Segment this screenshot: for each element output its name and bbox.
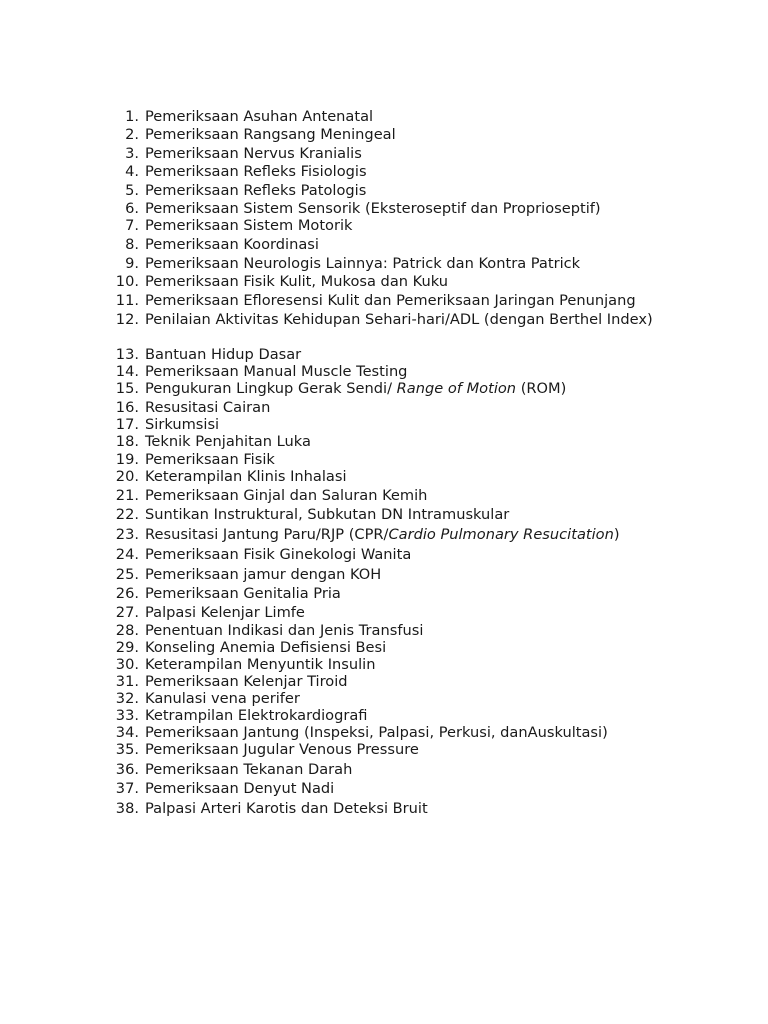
list-item: [0, 108, 768, 125]
list-item-text-part: Pemeriksaan Refleks Fisiologis: [145, 163, 367, 180]
list-item-text-part: (ROM): [516, 380, 567, 397]
list-item-text-part: Pemeriksaan Tekanan Darah: [145, 761, 353, 778]
list-item-text: [145, 217, 665, 234]
list-item-text: [145, 761, 665, 778]
list-item-text: [145, 585, 665, 602]
list-item-text-part: Palpasi Kelenjar Limfe: [145, 604, 305, 621]
list-item-text-part: Pemeriksaan Fisik: [145, 451, 275, 468]
list-item-text-part: Suntikan Instruktural, Subkutan DN Intramuskular: [145, 506, 510, 523]
list-item: [0, 163, 768, 180]
list-item-text: [145, 622, 665, 639]
list-item-number: 11. 11.: [115, 292, 139, 309]
list-item-text-part: Pemeriksaan jamur dengan KOH: [145, 566, 382, 583]
list-item-text: [145, 108, 665, 125]
list-item-text: [145, 182, 665, 199]
list-item-number: 31. 31.: [115, 673, 139, 690]
list-item-number: 26. 26.: [115, 585, 139, 602]
list-item: [0, 433, 768, 450]
list-item-number: 5. 5.: [125, 182, 139, 199]
list-item-text: [145, 780, 665, 797]
list-item-text-part: ): [613, 526, 620, 543]
list-item: [0, 451, 768, 468]
list-item-text-part: Pemeriksaan Sistem Sensorik (Eksteroseptif dan Proprioseptif): [145, 200, 601, 217]
list-item: [0, 761, 768, 778]
list-item-text: [145, 255, 665, 272]
list-item-text: [145, 546, 665, 563]
list-item-text: [145, 200, 665, 217]
list-item-text: [145, 273, 665, 290]
list-item-text: [145, 380, 665, 397]
list-item-text: [145, 604, 665, 621]
list-item-text: [145, 451, 665, 468]
list-item-number: 38. 38.: [115, 800, 139, 817]
list-item: [0, 363, 768, 380]
list-item: [0, 399, 768, 416]
list-item-italic-text: Range of Motion: [396, 380, 517, 397]
list-item-text: [145, 690, 665, 707]
list-item-number: 10. 10.: [115, 273, 139, 290]
list-item-number: 18. 18.: [115, 433, 139, 450]
list-item-text: [145, 487, 665, 504]
list-item-text-part: Teknik Penjahitan Luka: [145, 433, 311, 450]
list-item-text-part: Keterampilan Menyuntik Insulin: [145, 656, 376, 673]
list-item-number: 34. 34.: [115, 724, 139, 741]
list-item-text-part: Sirkumsisi: [145, 416, 220, 433]
list-item-text-part: Pemeriksaan Fisik Kulit, Mukosa dan Kuku: [145, 273, 448, 290]
list-item-text: [145, 468, 665, 485]
list-item-text-part: Pengukuran Lingkup Gerak Sendi/: [145, 380, 397, 397]
list-item-number: 6. 6.: [125, 200, 139, 217]
list-item-text: [145, 363, 665, 380]
list-item-number: 24. 24.: [115, 546, 139, 563]
list-item-number: 15. 15.: [115, 380, 139, 397]
list-item-text-part: Pemeriksaan Koordinasi: [145, 236, 319, 253]
list-item: [0, 622, 768, 639]
list-item-text-part: Ketrampilan Elektrokardiografi: [145, 707, 368, 724]
list-item-text-part: Pemeriksaan Jugular Venous Pressure: [145, 741, 419, 758]
list-item: [0, 255, 768, 272]
list-item-number: 21. 21.: [115, 487, 139, 504]
list-item-number: 1. 1.: [125, 108, 139, 125]
list-item-text-part: Pemeriksaan Sistem Motorik: [145, 217, 353, 234]
list-item: [0, 780, 768, 797]
list-item: [0, 217, 768, 234]
list-item-text: [145, 346, 665, 363]
list-item-text-part: Kanulasi vena perifer: [145, 690, 300, 707]
list-item-number: 2. 2.: [125, 126, 139, 143]
list-item-text-part: Pemeriksaan Genitalia Pria: [145, 585, 341, 602]
list-item-number: 32. 32.: [115, 690, 139, 707]
list-item: [0, 585, 768, 602]
list-item: [0, 292, 768, 309]
list-item-number: 3. 3.: [125, 145, 139, 162]
list-item: [0, 416, 768, 433]
list-item-number: 16. 16.: [115, 399, 139, 416]
list-item: [0, 639, 768, 656]
list-item-text: [145, 800, 665, 817]
list-item-text: [145, 656, 665, 673]
list-item-text: [145, 126, 665, 143]
list-item-text-part: Keterampilan Klinis Inhalasi: [145, 468, 347, 485]
list-item-text-part: Penilaian Aktivitas Kehidupan Sehari-hari/ADL (dengan Berthel Index): [145, 311, 653, 328]
list-item-text-part: Resusitasi Cairan: [145, 399, 271, 416]
list-item-text-part: Pemeriksaan Ginjal dan Saluran Kemih: [145, 487, 428, 504]
list-item-number: 13. 13.: [115, 346, 139, 363]
list-item-number: 35. 35.: [115, 741, 139, 758]
list-item: [0, 673, 768, 690]
list-item: [0, 526, 768, 543]
list-item: [0, 707, 768, 724]
list-item: [0, 724, 768, 741]
list-item-text: [145, 292, 665, 309]
list-item: [0, 566, 768, 583]
list-item-text: [145, 673, 665, 690]
list-item-text: [145, 145, 665, 162]
list-item-text: [145, 707, 665, 724]
list-item-number: 36. 36.: [115, 761, 139, 778]
list-item-number: 27. 27.: [115, 604, 139, 621]
list-item-number: 7. 7.: [125, 217, 139, 234]
list-item-text-part: Bantuan Hidup Dasar: [145, 346, 302, 363]
list-item: [0, 690, 768, 707]
list-item: [0, 604, 768, 621]
list-item-text: [145, 741, 665, 758]
list-item-number: 30. 30.: [115, 656, 139, 673]
list-item: [0, 346, 768, 363]
list-item: [0, 145, 768, 162]
list-item-text-part: Pemeriksaan Rangsang Meningeal: [145, 126, 396, 143]
list-item-number: 33. 33.: [115, 707, 139, 724]
list-item-number: 37. 37.: [115, 780, 139, 797]
list-item-text-part: Pemeriksaan Fisik Ginekologi Wanita: [145, 546, 412, 563]
list-item-number: 20. 20.: [115, 468, 139, 485]
list-item-text-part: Pemeriksaan Kelenjar Tiroid: [145, 673, 348, 690]
list-item-number: 28. 28.: [115, 622, 139, 639]
list-item: [0, 273, 768, 290]
list-item-number: 17. 17.: [115, 416, 139, 433]
list-item-text: [145, 566, 665, 583]
list-item-number: 25. 25.: [115, 566, 139, 583]
list-item-text-part: Pemeriksaan Efloresensi Kulit dan Pemeriksaan Jaringan Penunjang: [145, 292, 636, 309]
list-item-text-part: Pemeriksaan Denyut Nadi: [145, 780, 335, 797]
list-item: [0, 546, 768, 563]
list-item-number: 12. 12.: [115, 311, 139, 328]
list-item: [0, 236, 768, 253]
list-item-text: [145, 724, 665, 741]
list-item: [0, 468, 768, 485]
list-item-text-part: Pemeriksaan Nervus Kranialis: [145, 145, 362, 162]
list-item-number: 22. 22.: [115, 506, 139, 523]
list-item-text: [145, 416, 665, 433]
list-item-text: [145, 526, 665, 543]
list-item-number: 29. 29.: [115, 639, 139, 656]
list-item-number: 4. 4.: [125, 163, 139, 180]
list-item-number: 8. 8.: [125, 236, 139, 253]
list-item-number: 23. 23.: [115, 526, 139, 543]
list-item: [0, 182, 768, 199]
list-item-number: 14. 14.: [115, 363, 139, 380]
list-item: [0, 656, 768, 673]
list-item-text-part: Penentuan Indikasi dan Jenis Transfusi: [145, 622, 424, 639]
list-item: [0, 200, 768, 217]
list-item: [0, 380, 768, 397]
list-item-text-part: Palpasi Arteri Karotis dan Deteksi Bruit: [145, 800, 428, 817]
list-item-italic-text: Cardio Pulmonary Resucitation: [388, 526, 614, 543]
list-item-text-part: Konseling Anemia Defisiensi Besi: [145, 639, 387, 656]
list-item-text-part: Resusitasi Jantung Paru/RJP (CPR/: [145, 526, 389, 543]
list-item-text-part: Pemeriksaan Neurologis Lainnya: Patrick dan Kontra Patrick: [145, 255, 581, 272]
list-item: [0, 741, 768, 758]
list-item-text: [145, 163, 665, 180]
list-item-text-part: Pemeriksaan Manual Muscle Testing: [145, 363, 408, 380]
list-item-text: [145, 311, 665, 328]
list-item-text: [145, 639, 665, 656]
list-item-text: [145, 433, 665, 450]
list-item-number: 9. 9.: [125, 255, 139, 272]
list-item: [0, 487, 768, 504]
list-item: [0, 311, 768, 328]
list-item-text: [145, 399, 665, 416]
list-item-text: [145, 236, 665, 253]
list-item-text-part: Pemeriksaan Asuhan Antenatal: [145, 108, 374, 125]
list-item-text: [145, 506, 665, 523]
list-item: [0, 506, 768, 523]
list-item-text-part: Pemeriksaan Jantung (Inspeksi, Palpasi, Perkusi, danAuskultasi): [145, 724, 608, 741]
list-item: [0, 800, 768, 817]
list-item-text-part: Pemeriksaan Refleks Patologis: [145, 182, 367, 199]
list-item-number: 19. 19.: [115, 451, 139, 468]
list-item: [0, 126, 768, 143]
